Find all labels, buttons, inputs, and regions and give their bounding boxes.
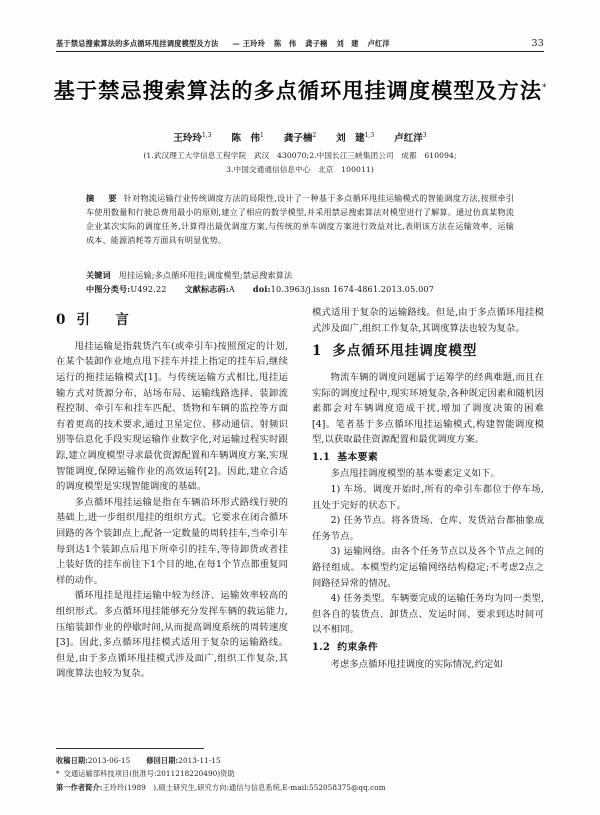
running-head-author: 陈 伟	[274, 39, 297, 48]
author-entry	[284, 133, 316, 144]
doc-code-segment	[185, 284, 235, 294]
author-name: 陈 伟	[231, 133, 260, 144]
author-entry	[173, 133, 211, 144]
author-entry	[336, 133, 374, 144]
header-divider	[56, 51, 544, 52]
section-number: 0	[56, 312, 67, 328]
list-item: 1) 车场。调度开始时,所有的牵引车都位于停车场,且处于完好的状态下。	[312, 484, 544, 511]
doi-value[interactable]: 10.3963/j.issn 1674-4861.2013.05.007	[270, 284, 435, 294]
classification-block	[86, 284, 514, 295]
author-affil-marker: 2	[312, 131, 317, 139]
author-affil-marker: 1,3	[364, 131, 375, 139]
author-name: 王玲玲	[173, 133, 202, 144]
bio-text: 王玲玲(1989 ),硕士研究生,研究方向:通信与信息系统,E-mail:552058375@qq.com	[102, 782, 386, 792]
author-affil-marker: 3	[422, 131, 427, 139]
footnote-funding	[56, 767, 544, 780]
footnote-block	[56, 754, 544, 794]
paragraph: 物流车辆的调度问题属于运筹学的经典难题,而且在实际的调度过程中,现实环境复杂,各种既定因素和随机因素都会对车辆调度造成干扰,增加了调度决策的困难[4]。笔者基于多点循环甩挂运输模式,构建智能调度模型,以获取最佳资源配置和最优调度方案。	[312, 371, 544, 446]
author-name: 龚子楠	[283, 133, 313, 144]
subsection-heading-constraints	[312, 640, 544, 656]
page-title	[0, 75, 600, 105]
funding-marker: *	[56, 769, 60, 779]
revised-label: 修回日期:	[146, 756, 179, 765]
list-item: 3) 运输网络。由各个任务节点以及各个节点之间的路径组成。本模型约定运输网络结构稳定;不考虑2点之间路径异常的情况。	[312, 546, 544, 589]
abstract-label: 摘 要	[86, 193, 120, 203]
author-entry	[231, 133, 263, 144]
body-columns	[56, 305, 544, 745]
paragraph: 考虑多点循环甩挂调度的实际情况,约定如	[330, 658, 503, 670]
page-title-text: 基于禁忌搜索算法的多点循环甩挂调度模型及方法	[53, 78, 543, 103]
subsection-number: 1.2	[312, 642, 331, 654]
affiliation-line-2: 3.中国交通通信信息中心 北京 100011)	[226, 165, 374, 174]
page-number: 33	[531, 38, 544, 49]
paragraph: 多点循环甩挂运输是指在车辆沿环形式路线行驶的基础上,进一步组织甩挂的组织方式。它要求在闭合循环回路的各个装卸点上,配备一定数量的周转挂车,当牵引车每到达1个装卸点后甩下所牵引的挂车,等待卸货或者挂上装好货的挂车前往下1个目的地,在每1个节点都重复同样的动作。	[56, 496, 288, 586]
author-affil-marker: 1	[260, 131, 264, 139]
subsection-number: 1.1	[312, 451, 331, 463]
affiliation-line-1: (1.武汉理工大学信息工程学院 武汉 430070;2.中国长江三峡集团公司 成都 610094;	[143, 151, 457, 160]
clc-value: U492.22	[130, 284, 167, 294]
clc-segment	[86, 284, 167, 294]
running-head-title: 基于禁忌搜索算法的多点循环甩挂调度模型及方法	[56, 39, 219, 48]
keywords-text: 甩挂运输;多点循环甩挂;调度模型;禁忌搜索算法	[118, 270, 293, 280]
column-left	[56, 305, 288, 745]
section-heading-intro	[56, 309, 288, 332]
doc-code-value: A	[228, 284, 235, 294]
list-item: 4) 任务类型。车辆要完成的运输任务均为同一类型,但各自的装货点、卸货点、发运时间、要求到达时间可以不相同。	[312, 593, 544, 636]
running-head-authors	[243, 39, 399, 49]
footnote-divider	[56, 748, 204, 749]
subsection-title: 基本要素	[337, 451, 379, 463]
author-affil-marker: 1,3	[201, 131, 212, 139]
title-footnote-marker: *	[542, 83, 547, 92]
running-head	[56, 38, 544, 49]
author-entry	[394, 133, 426, 144]
running-head-dash: —	[232, 39, 240, 48]
running-head-author: 王玲玲	[242, 39, 266, 48]
author-name: 刘 建	[336, 133, 365, 144]
doi-segment[interactable]	[253, 284, 434, 294]
running-head-author: 龚子楠	[305, 39, 328, 48]
keywords-block	[86, 270, 514, 281]
doi-label: doi:	[252, 284, 271, 294]
subsection-heading-basic-elements	[312, 450, 544, 466]
section-title: 引 言	[76, 312, 135, 328]
clc-label: 中图分类号:	[86, 284, 131, 294]
abstract-text: 针对物流运输行业传统调度方法的局限性,设计了一种基于多点循环甩挂运输模式的智能调度方法,按照牵引车使用数量和行驶总费用最小的原则,建立了相应的数学模型,并采用禁忌搜索算法对模型进行了解算。通过仿真某物流企业某次实际的调度任务,计算得出最优调度方案,与传统的单车调度方案进行效益对比,表明该方法在运输效率、运输成本、能源消耗等方面具有明显优势。	[86, 193, 514, 245]
running-head-author: 刘 建	[336, 39, 359, 48]
received-label: 收稿日期:	[56, 756, 88, 765]
subsection-title: 约束条件	[337, 642, 379, 654]
section-title: 多点循环甩挂调度模型	[332, 343, 478, 360]
received-value: 2013-06-15	[87, 756, 131, 765]
keywords-label: 关键词	[86, 270, 111, 280]
bio-label: 第一作者简介:	[56, 782, 103, 792]
paragraph: 甩挂运输是指载货汽车(或牵引车)按照预定的计划,在某个装卸作业地点甩下挂车并挂上指定的挂车后,继续运行的拖挂运输模式[1]。与传统运输方式相比,甩挂运输方式对货源分布、站场布局、运输线路选择、装卸流程控制、牵引车和挂车匹配、货物和车辆的监控等方面有着更高的技术要求,通过卫星定位、移动通信、射频识别等信息化手段实现运输作业数字化,对运输过程实时跟踪,建立调度模型寻求最优资源配置和车辆调度方案,实现智能调度,保障运输作业的高效运转[2]。因此,建立合适的调度模型是实现智能调度的基础。	[56, 340, 288, 493]
funding-text: 交通运输部科技项目(批准号:2011218220490)资助	[63, 769, 235, 779]
doc-code-label: 文献标志码:	[184, 284, 229, 294]
footnote-author-bio	[56, 781, 544, 794]
paragraph: 循环甩挂是甩挂运输中较为经济、运输效率较高的组织形式。多点循环甩挂能够充分发挥车辆的载运能力,压缩装卸作业的停歇时间,从而提高调度系统的周转速度[3]。因此,多点循环甩挂模式适用于复杂的运输路线。但是,由于多点循环甩挂模式涉及面广,组织工作复杂,其调度算法也较为复杂。	[56, 590, 288, 680]
paragraph: 多点甩挂调度模型的基本要素定义如下。	[330, 468, 500, 480]
running-head-author: 卢红洋	[367, 39, 390, 48]
revised-value: 2013-11-15	[178, 756, 221, 765]
paragraph-continuation: 模式适用于复杂的运输路线。但是,由于多点循环甩挂模式涉及面广,组织工作复杂,其调度算法也较为复杂。	[312, 307, 544, 334]
column-right	[312, 305, 544, 745]
footnote-dates	[56, 754, 544, 767]
section-number: 1	[312, 343, 323, 360]
author-list	[0, 130, 600, 144]
abstract-block	[86, 192, 514, 248]
author-name: 卢红洋	[394, 133, 423, 144]
running-head-left	[56, 39, 399, 49]
section-heading-model	[312, 340, 544, 363]
list-item: 2) 任务节点。将各货场、仓库、发货站台都抽象成任务节点。	[312, 515, 544, 542]
